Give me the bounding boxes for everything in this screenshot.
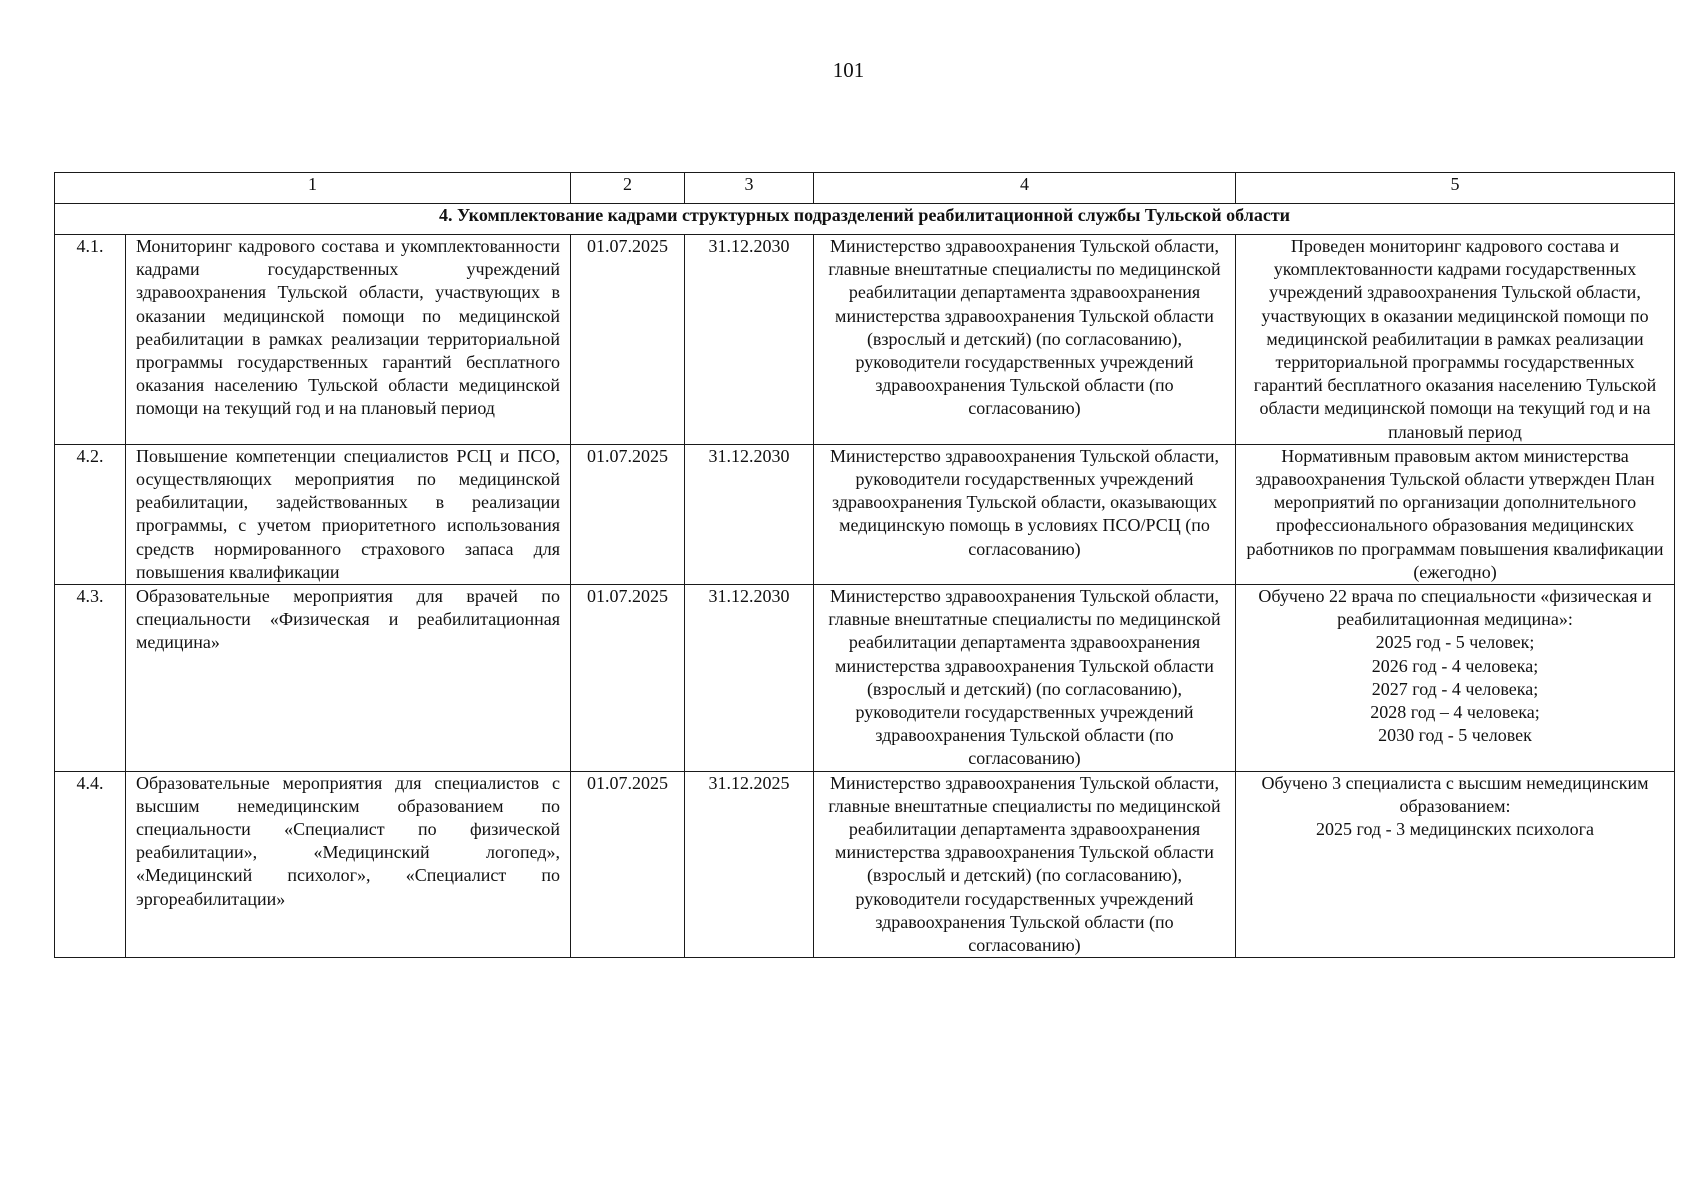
column-number-3: 3 — [685, 173, 814, 204]
section-title: 4. Укомплектование кадрами структурных подразделений реабилитационной службы Тульской области — [55, 204, 1675, 235]
activity-cell: Образовательные мероприятия для специалистов с высшим немедицинским образованием по специальности «Специалист по физической реабилитации», «Медицинский логопед», «Медицинский психолог», «Специалист по эргореабилитации» — [126, 771, 571, 958]
row-number: 4.3. — [55, 585, 126, 772]
row-number: 4.2. — [55, 444, 126, 584]
result-intro: Обучено 3 специалиста с высшим немедицинским образованием: — [1261, 772, 1649, 816]
column-number-4: 4 — [814, 173, 1236, 204]
table-row — [55, 585, 1675, 772]
result-line: 2026 год - 4 человека; — [1371, 655, 1539, 676]
responsible-cell: Министерство здравоохранения Тульской области, руководители государственных учреждений здравоохранения Тульской области, оказывающих медицинскую помощь в условиях ПСО/РСЦ (по согласованию) — [814, 444, 1236, 584]
column-number-2: 2 — [571, 173, 685, 204]
result-line: 2025 год - 3 медицинских психолога — [1316, 819, 1594, 840]
section-heading-row — [55, 204, 1675, 235]
start-date-cell: 01.07.2025 — [571, 235, 685, 445]
activity-cell: Мониторинг кадрового состава и укомплектованности кадрами государственных учреждений здравоохранения Тульской области, участвующих в оказании медицинской помощи по медицинской реабилитации в рамках реализации территориальной программы государственных гарантий бесплатного оказания населению Тульской области медицинской помощи на текущий год и на плановый период — [126, 235, 571, 445]
end-date-cell: 31.12.2030 — [685, 235, 814, 445]
start-date-cell: 01.07.2025 — [571, 771, 685, 958]
measures-table — [54, 172, 1675, 958]
row-number: 4.4. — [55, 771, 126, 958]
responsible-cell: Министерство здравоохранения Тульской области, главные внештатные специалисты по медицинской реабилитации департамента здравоохранения министерства здравоохранения Тульской области (взрослый и детский) (по согласованию), руководители государственных учреждений здравоохранения Тульской области (по согласованию) — [814, 235, 1236, 445]
column-number-5: 5 — [1236, 173, 1675, 204]
activity-cell: Повышение компетенции специалистов РСЦ и ПСО, осуществляющих мероприятия по медицинской реабилитации, задействованных в реализации программы, с учетом приоритетного использования средств нормированного страхового запаса для повышения квалификации — [126, 444, 571, 584]
activity-cell: Образовательные мероприятия для врачей по специальности «Физическая и реабилитационная медицина» — [126, 585, 571, 772]
responsible-cell: Министерство здравоохранения Тульской области, главные внештатные специалисты по медицинской реабилитации департамента здравоохранения министерства здравоохранения Тульской области (взрослый и детский) (по согласованию), руководители государственных учреждений здравоохранения Тульской области (по согласованию) — [814, 585, 1236, 772]
column-number-row — [55, 173, 1675, 204]
result-cell: Проведен мониторинг кадрового состава и укомплектованности кадрами государственных учреждений здравоохранения Тульской области, участвующих в оказании медицинской помощи по медицинской реабилитации в рамках реализации территориальной программы государственных гарантий бесплатного оказания населению Тульской области медицинской помощи на текущий год и на плановый период — [1236, 235, 1675, 445]
result-line: 2027 год - 4 человека; — [1371, 678, 1539, 699]
result-cell — [1236, 771, 1675, 958]
result-intro: Обучено 22 врача по специальности «физическая и реабилитационная медицина»: — [1258, 586, 1652, 630]
page-number: 101 — [832, 58, 865, 82]
end-date-cell: 31.12.2030 — [685, 585, 814, 772]
table-row — [55, 771, 1675, 958]
table-row — [55, 444, 1675, 584]
row-number: 4.1. — [55, 235, 126, 445]
result-line: 2025 год - 5 человек; — [1375, 632, 1535, 653]
start-date-cell: 01.07.2025 — [571, 585, 685, 772]
end-date-cell: 31.12.2030 — [685, 444, 814, 584]
result-line: 2028 год – 4 человека; — [1370, 702, 1540, 723]
result-cell: Нормативным правовым актом министерства здравоохранения Тульской области утвержден План мероприятий по организации дополнительного профессионального образования медицинских работников по программам повышения квалификации (ежегодно) — [1236, 444, 1675, 584]
result-line: 2030 год - 5 человек — [1378, 725, 1532, 746]
column-number-1: 1 — [55, 173, 571, 204]
table-row — [55, 235, 1675, 445]
result-cell — [1236, 585, 1675, 772]
end-date-cell: 31.12.2025 — [685, 771, 814, 958]
start-date-cell: 01.07.2025 — [571, 444, 685, 584]
responsible-cell: Министерство здравоохранения Тульской области, главные внештатные специалисты по медицинской реабилитации департамента здравоохранения министерства здравоохранения Тульской области (взрослый и детский) (по согласованию), руководители государственных учреждений здравоохранения Тульской области (по согласованию) — [814, 771, 1236, 958]
